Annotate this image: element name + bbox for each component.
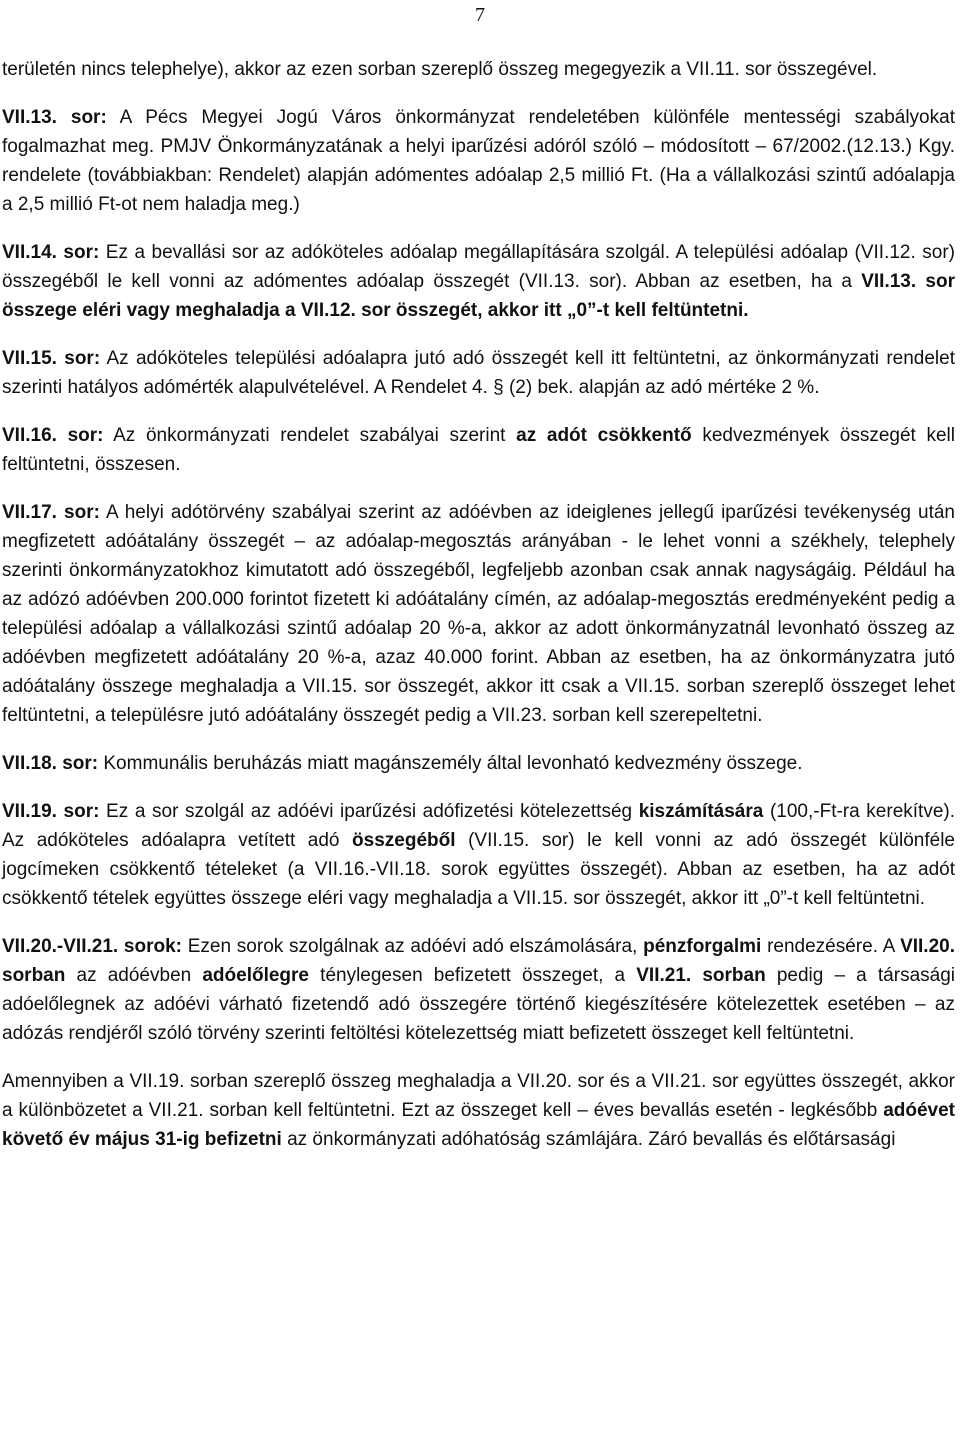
text-segment: A Pécs Megyei Jogú Város önkormányzat rendeletében különféle mentességi szabályokat fogalmazhat meg. PMJV Önkormányzatának a helyi iparűzési adóról szóló – módosított – 67/2002.(12.13.) Kgy. rendelete (továbbiakban: Rendelet) alapján adómentes adóalap 2,5 millió Ft. (Ha a vállalkozási szintű adóalapja a 2,5 millió Ft-ot nem haladja meg.) — [2, 107, 955, 215]
text-segment: Ez a sor szolgál az adóévi iparűzési adófizetési kötelezettség — [99, 801, 639, 822]
paragraph-p7 — [2, 797, 955, 913]
text-segment: Amennyiben a VII.19. sorban szereplő összeg meghaladja a VII.20. sor és a VII.21. sor együttes összegét, akkor a különbözetet a VII.21. sorban kell feltüntetni. Ezt az összeget kell – éves bevallás esetén - legkésőbb — [2, 1071, 955, 1121]
text-segment: rendezésére. A — [761, 936, 901, 957]
text-segment: az önkormányzati adóhatóság számlájára. Záró bevallás és előtársasági — [281, 1129, 896, 1150]
bold-text-segment: VII.15. sor: — [2, 348, 101, 369]
text-segment: az adóévben — [65, 965, 203, 986]
text-segment: (100,-Ft-ra kerekítve). Az adóköteles adóalapra vetített adó — [2, 801, 955, 851]
bold-text-segment: VII.13. sor: — [2, 107, 107, 128]
text-segment: területén nincs telephelye), akkor az ezen sorban szereplő összeg megegyezik a VII.11. sor összegével. — [2, 59, 878, 80]
paragraph-p9 — [2, 1067, 955, 1154]
paragraph-p2 — [2, 238, 955, 325]
paragraph-p4 — [2, 421, 955, 479]
bold-text-segment: VII.13. sor összege eléri vagy meghaladja a VII.12. sor összegét, akkor itt „0”-t kell feltüntetni. — [2, 271, 955, 321]
bold-text-segment: VII.14. sor: — [2, 242, 100, 263]
bold-text-segment: VII.18. sor: — [2, 753, 99, 774]
bold-text-segment: VII.21. sorban — [636, 965, 766, 986]
bold-text-segment: pénzforgalmi — [643, 936, 762, 957]
text-segment: Kommunális beruházás miatt magánszemély által levonható kedvezmény összege. — [98, 753, 803, 774]
paragraph-p0 — [2, 55, 955, 84]
bold-text-segment: VII.17. sor: — [2, 502, 100, 523]
bold-text-segment: adóelőlegre — [202, 965, 310, 986]
bold-text-segment: VII.19. sor: — [2, 801, 100, 822]
paragraph-p5 — [2, 498, 955, 730]
text-segment: kedvezmények összegét kell feltüntetni, összesen. — [2, 425, 955, 475]
paragraph-p3 — [2, 344, 955, 402]
text-segment: ténylegesen befizetett összeget, a — [309, 965, 637, 986]
text-segment: (VII.15. sor) le kell vonni az adó összegét különféle jogcímeken csökkentő tételeket (a VII.16.-VII.18. sorok együttes összegét). Abban az esetben, ha az adót csökkentő tételek együttes összege eléri vagy meghaladja a VII.15. sor összegét, akkor itt „0”-t kell feltüntetni. — [2, 830, 955, 909]
text-segment: Az adóköteles települési adóalapra jutó adó összegét kell itt feltüntetni, az önkormányzati rendelet szerinti hatályos adómérték alapulvételével. A Rendelet 4. § (2) bek. alapján az adó mértéke 2 %. — [2, 348, 955, 398]
paragraph-p8 — [2, 932, 955, 1048]
text-segment: Az önkormányzati rendelet szabályai szerint — [103, 425, 517, 446]
page-number: 7 — [475, 4, 485, 26]
bold-text-segment: VII.20.-VII.21. sorok: — [2, 936, 182, 957]
bold-text-segment: VII.16. sor: — [2, 425, 104, 446]
paragraph-p1 — [2, 103, 955, 219]
text-segment: A helyi adótörvény szabályai szerint az adóévben az ideiglenes jellegű iparűzési tevékenység után megfizetett adóátalány összegét – az adóalap-megosztás arányában - le lehet vonni a székhely, telephely szerinti önkormányzatokhoz kimutatott adó összegéből, legfeljebb azonban csak annak nagyságáig. Például ha az adózó adóévben 200.000 forintot fizetett ki adóátalány címén, az adóalap-megosztás eredményeként pedig a települési adóalap a vállalkozási szintű adóalap 20 %-a, akkor az adott önkormányzatnál levonható összeg az adóévben megfizetett adóátalány 20 %-a, azaz 40.000 forint. Abban az esetben, ha az önkormányzatra jutó adóátalány összege meghaladja a VII.15. sor összegét, akkor itt csak a VII.15. sorban szereplő összeget lehet feltüntetni, a településre jutó adóátalány összegét pedig a VII.23. sorban kell szerepeltetni. — [2, 502, 955, 726]
bold-text-segment: adóévet követő év május 31-ig befizetni — [2, 1100, 955, 1150]
paragraph-p6 — [2, 749, 955, 778]
bold-text-segment: összegéből — [352, 830, 456, 851]
document-body — [2, 55, 955, 1173]
text-segment: pedig – a társasági adóelőlegnek az adóévi várható fizetendő adó összegére történő kiegészítésére kötelezettek esetében – az adózás rendjéről szóló törvény szerinti feltöltési kötelezettség miatt befizetett összeget kell feltüntetni. — [2, 965, 955, 1044]
bold-text-segment: az adót csökkentő — [516, 425, 692, 446]
bold-text-segment: VII.20. sorban — [2, 936, 955, 986]
text-segment: Ez a bevallási sor az adóköteles adóalap megállapítására szolgál. A települési adóalap (VII.12. sor) összegéből le kell vonni az adómentes adóalap összegét (VII.13. sor). Abban az esetben, ha a — [2, 242, 955, 292]
bold-text-segment: kiszámítására — [638, 801, 764, 822]
text-segment: Ezen sorok szolgálnak az adóévi adó elszámolására, — [182, 936, 644, 957]
